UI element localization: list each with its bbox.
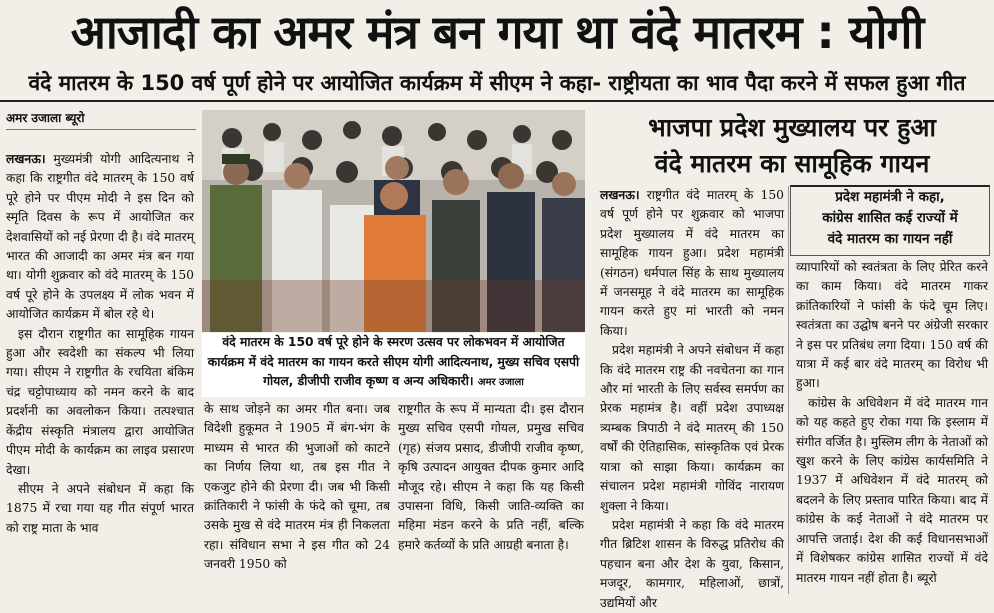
paragraph: इस दौरान राष्ट्रगीत का सामूहिक गायन हुआ और स्वदेशी का संकल्प भी लिया गया। सीएम ने राष्ट्रगीत के रचयिता बंकिम चंद्र चट्टोपाध्याय को नमन करने के बाद प्रदर्शनी का अवलोकन किया। तत्पश्चात केंद्रीय संस्कृति मंत्रालय द्वारा आयोजित पीएम मोदी के कार्यक्रम का लाइव प्रसारण देखा। <box>6 326 194 477</box>
story-credit: ब्यूरो <box>917 570 937 585</box>
column-divider <box>788 186 789 594</box>
photo-caption: वंदे मातरम के 150 वर्ष पूरे होने के स्मरण उत्सव पर लोकभवन में आयोजित कार्यक्रम में वंदे मातरम का गायन करते सीएम योगी आदित्यनाथ, मुख्य सचिव एसपी गोयल, डीजीपी राजीव कृष्ण व अन्य अधिकारी। अमर उजाला <box>202 333 585 397</box>
dateline: लखनऊ। <box>600 188 640 202</box>
photo-illustration <box>202 110 585 332</box>
second-story-column-b <box>796 258 988 596</box>
second-story-headline: भाजपा प्रदेश मुख्यालय पर हुआ वंदे मातरम का सामूहिक गायन <box>648 113 936 178</box>
dateline: लखनऊ। <box>6 152 46 166</box>
headline: आजादी का अमर मंत्र बन गया था वंदे मातरम : योगी <box>70 5 924 59</box>
pull-quote-box: प्रदेश महामंत्री ने कहा, कांग्रेस शासित कई राज्यों में वंदे मातरम का गायन नहीं <box>790 185 990 256</box>
second-story-column-a <box>600 186 784 610</box>
paragraph: प्रदेश महामंत्री ने अपने संबोधन में कहा कि वंदे मातरम राष्ट्र की नवचेतना का गान और मां भारती के लिए सर्वस्व समर्पण का प्रेरक महामंत्र है। वहीं प्रदेश उपाध्यक्ष त्र्यम्बक त्रिपाठी ने वंदे मातरम् की 150 वर्षों की ऐतिहासिक, सांस्कृतिक एवं प्रेरक यात्रा को साझा किया। कार्यक्रम का संचालन प्रदेश महामंत्री गोविंद नारायण शुक्ला ने किया। <box>600 343 784 513</box>
article-column-3 <box>398 400 584 596</box>
paragraph: व्यापारियों को स्वतंत्रता के लिए प्रेरित करने का काम किया। वंदे मातरम गाकर क्रांतिकारियों ने फांसी के फंदे चूम लिए। स्वतंत्रता का उद्घोष बनने पर अंग्रेजी सरकार ने इस पर प्रतिबंध लगा दिया। 150 वर्ष की यात्रा में कई बार वंदे मातरम् का विरोध भी हुआ। <box>796 260 988 391</box>
paragraph: के साथ जोड़ने का अमर गीत बना। जब विदेशी हुकूमत ने 1905 में बंग-भंग के माध्यम से भारत की भुजाओं को काटने का निर्णय लिया था, तब इस गीत ने एकजुट होने की प्रेरणा दी। जब भी किसी क्रांतिकारी ने फांसी के फंदे को चूमा, तब उसके मुख से वंदे मातरम मंत्र ही निकलता रहा। संविधान सभा ने इस गीत को 24 जनवरी 1950 को <box>204 402 390 572</box>
paragraph: राष्ट्रगीत के रूप में मान्यता दी। इस दौरान मुख्य सचिव एसपी गोयल, प्रमुख सचिव (गृह) संजय प्रसाद, डीजीपी राजीव कृष्ण, कृषि उत्पादन आयुक्त दीपक कुमार आदि मौजूद रहे। सीएम ने कहा कि यह किसी उपासना विधि, किसी जाति-व्यक्ति का महिमा मंडन करने के प्रति नहीं, बल्कि हमारे कर्तव्यों के प्रति आग्रही बनाता है। <box>398 402 584 552</box>
paragraph: लखनऊ। राष्ट्रगीत वंदे मातरम् के 150 वर्ष पूर्ण होने पर शुक्रवार को भाजपा प्रदेश मुख्यालय में वंदे मातरम का सामूहिक गायन हुआ। प्रदेश महामंत्री (संगठन) धर्मपाल सिंह के साथ मुख्यालय में जनसमूह ने वंदे मातरम का सामूहिक गायन करते हुए मां भारती को नमन किया। <box>600 188 784 338</box>
article-column-2 <box>204 400 390 596</box>
bureau-byline: अमर उजाला ब्यूरो <box>6 110 196 130</box>
subheadline: वंदे मातरम के 150 वर्ष पूर्ण होने पर आयोजित कार्यक्रम में सीएम ने कहा- राष्ट्रीयता का भाव पैदा करने में सफल हुआ गीत <box>0 66 994 102</box>
article-column-1 <box>6 150 194 596</box>
paragraph: कांग्रेस के अधिवेशन में वंदे मातरम गान को यह कहते हुए रोका गया कि इस्लाम में संगीत वर्जित है। मुस्लिम लीग के नेताओं को खुश करने के लिए कांग्रेस कार्यसमिति ने 1937 में अधिवेशन में वंदे मातरम् को बदलने के लिए प्रस्ताव पारित किया। बाद में कांग्रेस के कई नेताओं ने वंदे मातरम पर आपत्ति जताई। देश की कई विधानसभाओं में विशेषकर कांग्रेस शासित राज्यों में वंदे मातरम गायन नहीं होता है। ब्यूरो <box>796 395 988 585</box>
event-photo <box>202 110 585 332</box>
paragraph: सीएम ने अपने संबोधन में कहा कि 1875 में रचा गया यह गीत संपूर्ण भारत को राष्ट्र माता के भाव <box>6 481 194 535</box>
caption-credit: अमर उजाला <box>477 377 524 388</box>
paragraph: प्रदेश महामंत्री ने कहा कि वंदे मातरम गीत ब्रिटिश शासन के विरुद्ध प्रतिरोध की पहचान बना और देश के युवा, किसान, मजदूर, कामगार, महिलाओं, छात्रों, उद्यमियों और <box>600 517 784 610</box>
paragraph: लखनऊ। मुख्यमंत्री योगी आदित्यनाथ ने कहा कि राष्ट्रगीत वंदे मातरम् के 150 वर्ष पूरे होने पर पीएम मोदी ने इस दिन को स्मृति दिवस के रूप में आयोजित कर देशवासियों को नई प्रेरणा दी है। वंदे मातरम् भारत की आजादी का अमर मंत्र बन गया था। योगी शुक्रवार को वंदे मातरम् के 150 वर्ष पूरे होने के उपलक्ष्य में लोक भवन में आयोजित कार्यक्रम में बोल रहे थे। <box>6 152 194 322</box>
